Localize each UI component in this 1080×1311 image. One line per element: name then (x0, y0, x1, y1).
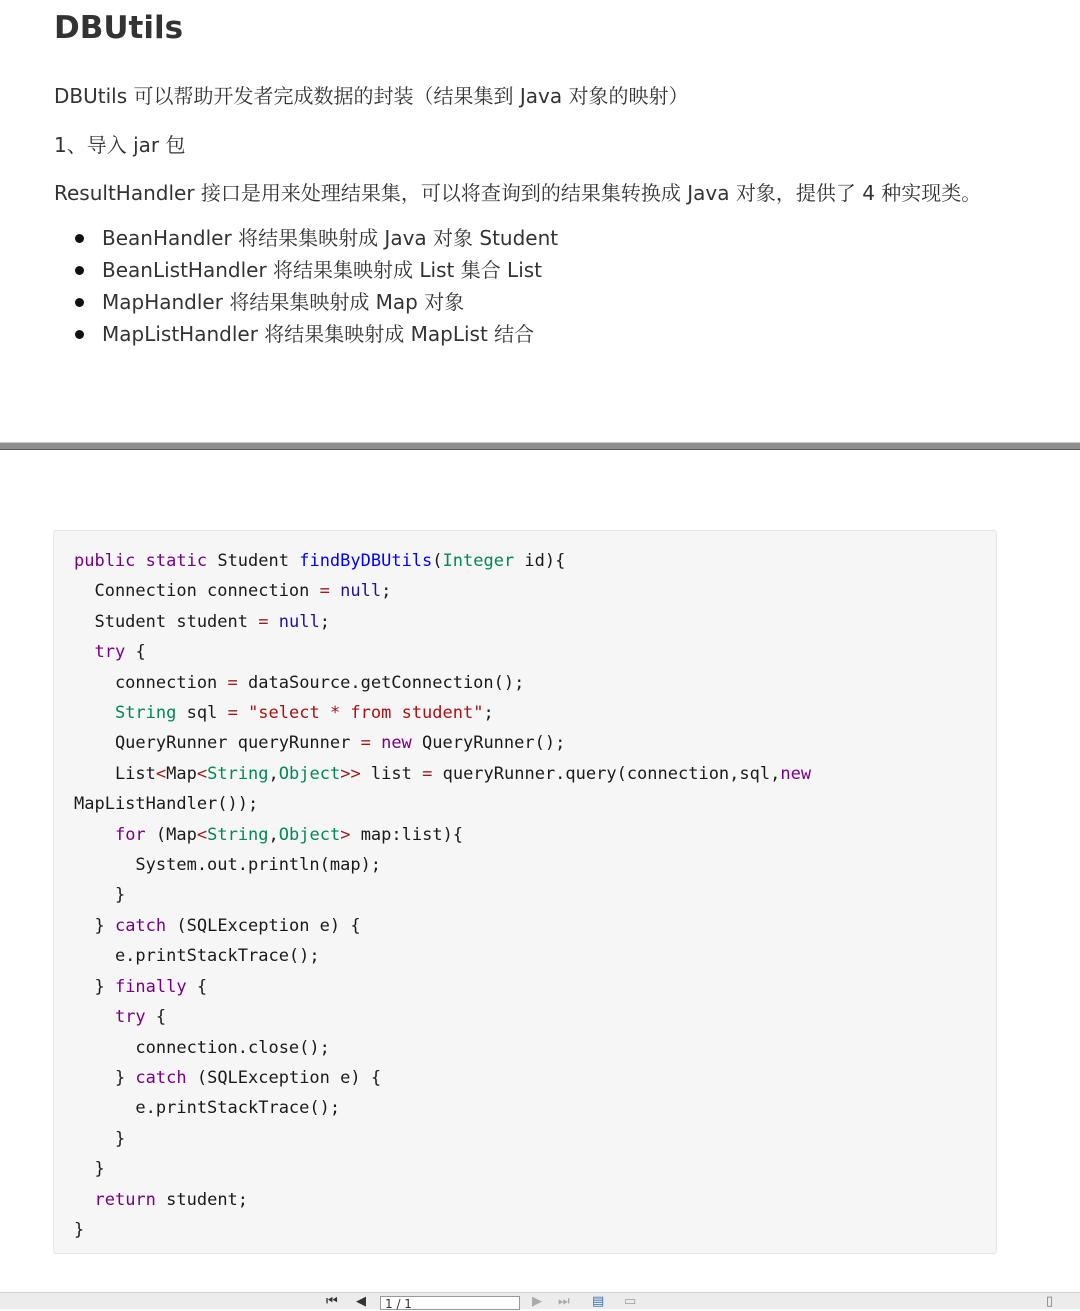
code-token: } (74, 1219, 85, 1240)
code-token (74, 825, 115, 845)
code-token (74, 703, 115, 723)
code-token: (Map (145, 824, 197, 845)
bullet-icon (75, 234, 84, 243)
next-page-icon[interactable]: ▶ (532, 1294, 542, 1309)
code-token: } (74, 1067, 136, 1088)
code-line (74, 728, 811, 758)
code-token: } (74, 885, 126, 906)
code-token: < (196, 824, 208, 845)
code-token: (SQLException e) { (186, 1067, 382, 1088)
code-token: "select * from student" (248, 703, 484, 724)
code-line (74, 1215, 811, 1245)
code-block (53, 530, 997, 1254)
code-line (74, 1033, 811, 1063)
code-token: = (422, 763, 433, 784)
code-token (371, 733, 381, 753)
code-token: id){ (514, 551, 566, 571)
code-token (74, 642, 94, 662)
bullet-icon (75, 266, 84, 275)
first-page-icon[interactable]: ⏮ (326, 1294, 338, 1309)
code-line (74, 850, 811, 880)
code-token: Connection connection (74, 581, 320, 602)
code-token: catch (135, 1067, 187, 1088)
previous-page-icon[interactable]: ◀ (356, 1294, 366, 1309)
code-line (74, 880, 811, 910)
code-line (74, 1093, 811, 1123)
code-token: (SQLException e) { (166, 915, 361, 936)
code-token: return (94, 1189, 156, 1210)
code-token: >> (340, 763, 361, 784)
code-token: ; (381, 581, 392, 602)
code-token: connection (74, 672, 228, 693)
code-token: MapListHandler()); (74, 794, 259, 815)
code-token (268, 612, 278, 632)
code-token: null (278, 611, 320, 632)
print-icon[interactable]: ▭ (624, 1294, 637, 1309)
code-token (330, 581, 340, 601)
code-token: < (196, 763, 208, 784)
code-token: { (186, 976, 208, 997)
code-line (74, 820, 811, 850)
code-token: < (155, 763, 167, 784)
code-line (74, 759, 811, 789)
code-token: e.printStackTrace(); (74, 1098, 341, 1119)
code-token: { (145, 1007, 167, 1028)
step-heading: 1、导入 jar 包 (54, 133, 186, 157)
code-token: Integer (442, 551, 515, 571)
code-token: dataSource.getConnection(); (237, 672, 525, 693)
code-token: Object (278, 824, 341, 845)
code-token: finally (114, 976, 187, 997)
code-token: null (340, 581, 382, 602)
export-icon[interactable]: ▤ (592, 1294, 605, 1309)
code-token: { (125, 642, 146, 663)
description-paragraph: ResultHandler 接口是用来处理结果集，可以将查询到的结果集转换成 Java 对象，提供了 4 种实现类。 (54, 181, 982, 205)
code-line (74, 1124, 811, 1154)
bullet-icon (75, 330, 84, 339)
code-token: } (74, 915, 115, 936)
code-token: List (74, 763, 156, 784)
list-item (54, 321, 558, 353)
code-token: e.printStackTrace(); (74, 946, 320, 967)
code-token: new (381, 733, 412, 754)
code-line (74, 637, 811, 667)
code-token: , (268, 763, 279, 784)
code-token: , (268, 824, 279, 845)
code-token: } (74, 1159, 105, 1180)
code-line (74, 789, 811, 819)
list-item (54, 289, 558, 321)
code-token: } (74, 976, 115, 997)
list-item (54, 257, 558, 289)
code-token: Map (166, 763, 197, 784)
viewer-toolbar (0, 1292, 1080, 1309)
code-token: ; (319, 611, 330, 632)
code-content (74, 546, 811, 1245)
code-token: sql (176, 703, 228, 724)
code-token: ( (432, 551, 443, 571)
code-token: catch (114, 915, 167, 936)
code-token (74, 1007, 115, 1027)
code-token: QueryRunner(); (411, 733, 566, 754)
code-line (74, 1185, 811, 1215)
intro-paragraph: DBUtils 可以帮助开发者完成数据的封装（结果集到 Java 对象的映射） (54, 84, 689, 108)
code-token: new (780, 763, 812, 784)
code-token: String (207, 763, 269, 784)
code-line (74, 1002, 811, 1032)
code-token: QueryRunner queryRunner (74, 733, 361, 754)
page-title: DBUtils (54, 10, 184, 46)
code-token: connection.close(); (74, 1037, 330, 1058)
code-token: } (74, 1128, 126, 1149)
code-line (74, 607, 811, 637)
code-line (74, 668, 811, 698)
code-token: queryRunner.query(connection,sql, (432, 763, 781, 784)
page-view-icon[interactable]: ▯ (1046, 1294, 1054, 1309)
code-token: = (227, 672, 238, 693)
list-item-text: BeanHandler 将结果集映射成 Java 对象 Student (102, 226, 559, 250)
code-token: = (360, 733, 371, 754)
code-token: for (114, 824, 146, 845)
list-item (54, 225, 558, 257)
code-token: map:list){ (350, 824, 464, 845)
code-token: ; (483, 703, 494, 724)
code-token: String (114, 703, 177, 724)
implementation-list (54, 225, 558, 353)
last-page-icon[interactable]: ⏭ (558, 1294, 570, 1309)
page-divider (0, 442, 1080, 450)
code-line (74, 941, 811, 971)
code-line (74, 1063, 811, 1093)
document-page-2 (0, 450, 1080, 1292)
document-page-1 (0, 0, 1080, 442)
code-token: try (94, 642, 126, 663)
code-line (74, 576, 811, 606)
code-token: String (207, 824, 269, 845)
code-token: = (319, 581, 330, 602)
code-token (74, 1190, 94, 1210)
bullet-icon (75, 298, 84, 307)
code-token (238, 703, 248, 723)
code-line (74, 698, 811, 728)
code-line (74, 546, 811, 576)
code-token: > (340, 824, 351, 845)
code-line (74, 1154, 811, 1184)
code-token: static (145, 551, 208, 571)
code-token (135, 551, 145, 571)
code-token: System.out.println(map); (74, 855, 382, 876)
code-token: = (227, 703, 238, 724)
code-token: findByDBUtils (299, 551, 433, 571)
code-token: = (258, 611, 269, 632)
code-token: Student student (74, 611, 259, 632)
list-item-text: MapHandler 将结果集映射成 Map 对象 (102, 290, 465, 314)
page-number-input[interactable]: 1 / 1 (380, 1296, 520, 1310)
list-item-text: BeanListHandler 将结果集映射成 List 集合 List (102, 258, 543, 282)
code-token: try (114, 1007, 146, 1028)
code-line (74, 972, 811, 1002)
code-token: public (74, 551, 136, 571)
code-token: Student (207, 551, 300, 571)
code-token: list (360, 763, 423, 784)
code-token: Object (278, 763, 341, 784)
code-token: student; (155, 1189, 249, 1210)
code-line (74, 911, 811, 941)
list-item-text: MapListHandler 将结果集映射成 MapList 结合 (102, 322, 535, 346)
